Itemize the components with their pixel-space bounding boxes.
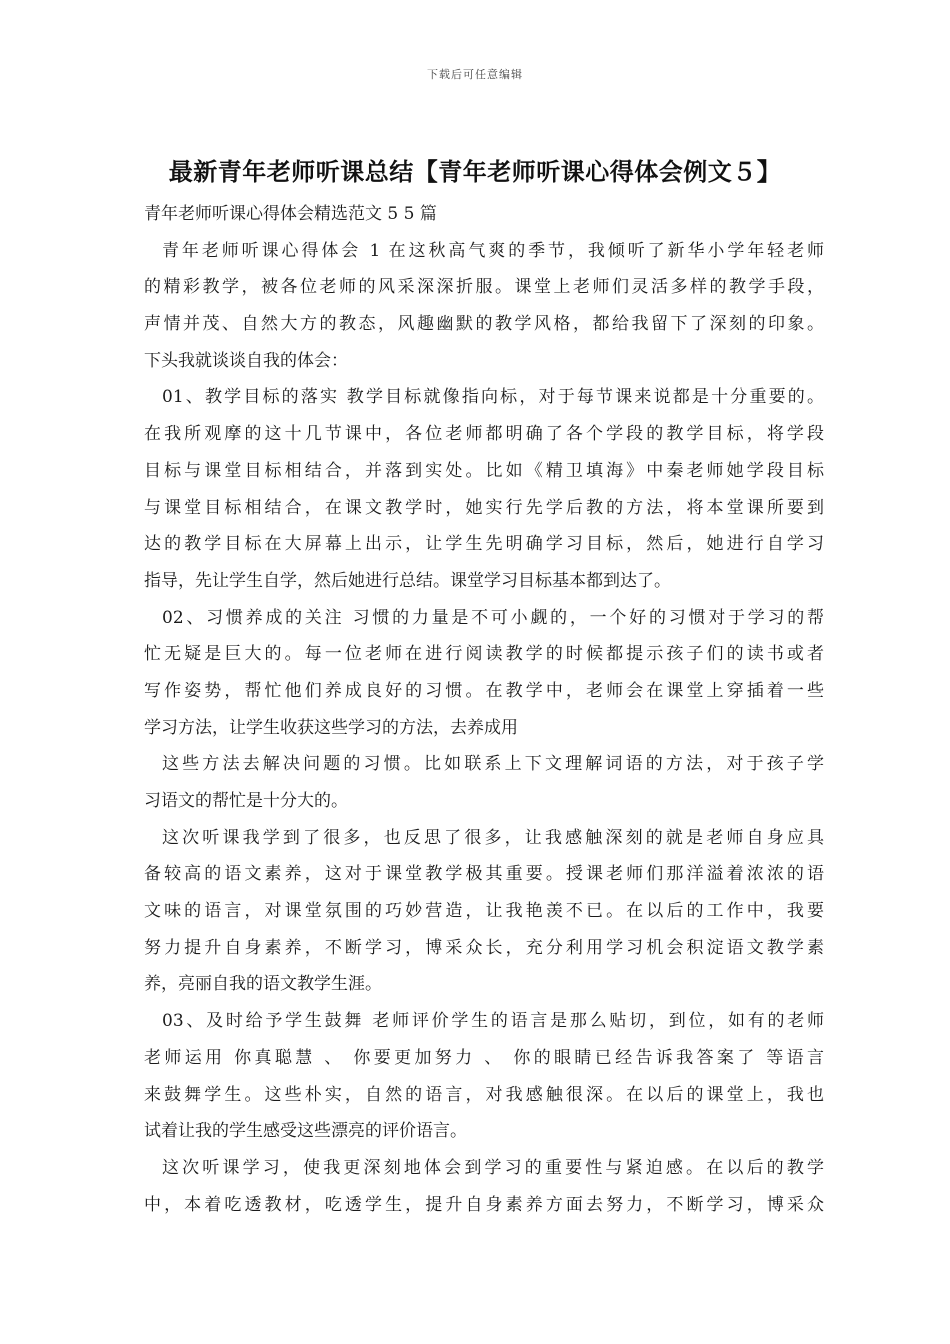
body-line: 养，亮丽自我的语文教学生涯。 <box>144 974 382 995</box>
body-line: 01、教学目标的落实 教学目标就像指向标，对于每节课来说都是十分重要的。 <box>162 387 824 408</box>
body-line: 试着让我的学生感受这些漂亮的评价语言。 <box>144 1121 467 1142</box>
body-line: 这次听课我学到了很多，也反思了很多，让我感触深刻的就是老师自身应具 <box>162 827 824 848</box>
document-title: 最新青年老师听课总结【青年老师听课心得体会例文５】 <box>168 158 782 186</box>
page-header-note: 下载后可任意编辑 <box>427 68 523 81</box>
body-line: 目标与课堂目标相结合，并落到实处。比如《精卫填海》中秦老师她学段目标 <box>144 460 824 481</box>
body-line: 声情并茂、自然大方的教态，风趣幽默的教学风格，都给我留下了深刻的印象。 <box>144 314 824 335</box>
body-line: 老师运用 你真聪慧 、 你要更加努力 、 你的眼睛已经告诉我答案了 等语言 <box>144 1047 824 1068</box>
body-line: 来鼓舞学生。这些朴实，自然的语言，对我感触很深。在以后的课堂上，我也 <box>144 1084 824 1105</box>
body-line: 这些方法去解决问题的习惯。比如联系上下文理解词语的方法，对于孩子学 <box>162 754 824 775</box>
body-line: 努力提升自身素养，不断学习，博采众长，充分利用学习机会积淀语文教学素 <box>144 937 824 958</box>
body-line: 备较高的语文素养，这对于课堂教学极其重要。授课老师们那洋溢着浓浓的语 <box>144 864 824 885</box>
body-line: 指导，先让学生自学，然后她进行总结。课堂学习目标基本都到达了。 <box>144 570 671 591</box>
body-line: 达的教学目标在大屏幕上出示，让学生先明确学习目标，然后，她进行自学习 <box>144 534 824 555</box>
body-line: 在我所观摩的这十几节课中，各位老师都明确了各个学段的教学目标，将学段 <box>144 424 824 445</box>
body-line: 文味的语言，对课堂氛围的巧妙营造，让我艳羡不已。在以后的工作中，我要 <box>144 901 824 922</box>
body-line: 的精彩教学，被各位老师的风采深深折服。课堂上老师们灵活多样的教学手段， <box>144 277 824 298</box>
body-line-subtitle: 青年老师听课心得体会精选范文 5 5 篇 <box>144 204 437 224</box>
body-line: 02、习惯养成的关注 习惯的力量是不可小觑的，一个好的习惯对于学习的帮 <box>162 607 824 628</box>
body-line: 习语文的帮忙是十分大的。 <box>144 791 348 811</box>
body-line: 与课堂目标相结合，在课文教学时，她实行先学后教的方法，将本堂课所要到 <box>144 497 824 518</box>
body-line: 写作姿势，帮忙他们养成良好的习惯。在教学中，老师会在课堂上穿插着一些 <box>144 680 824 701</box>
body-line: 学习方法，让学生收获这些学习的方法，去养成用 <box>144 717 518 738</box>
body-line: 忙无疑是巨大的。每一位老师在进行阅读教学的时候都提示孩子们的读书或者 <box>144 644 824 665</box>
body-line: 青年老师听课心得体会 1 在这秋高气爽的季节，我倾听了新华小学年轻老师 <box>162 240 824 261</box>
body-line: 下头我就谈谈自我的体会： <box>144 350 348 371</box>
body-line: 中，本着吃透教材，吃透学生，提升自身素养方面去努力，不断学习，博采众 <box>144 1194 824 1215</box>
body-line: 03、及时给予学生鼓舞 老师评价学生的语言是那么贴切，到位，如有的老师 <box>162 1011 824 1032</box>
document-body <box>144 196 824 1223</box>
body-line: 这次听课学习，使我更深刻地体会到学习的重要性与紧迫感。在以后的教学 <box>162 1157 824 1178</box>
